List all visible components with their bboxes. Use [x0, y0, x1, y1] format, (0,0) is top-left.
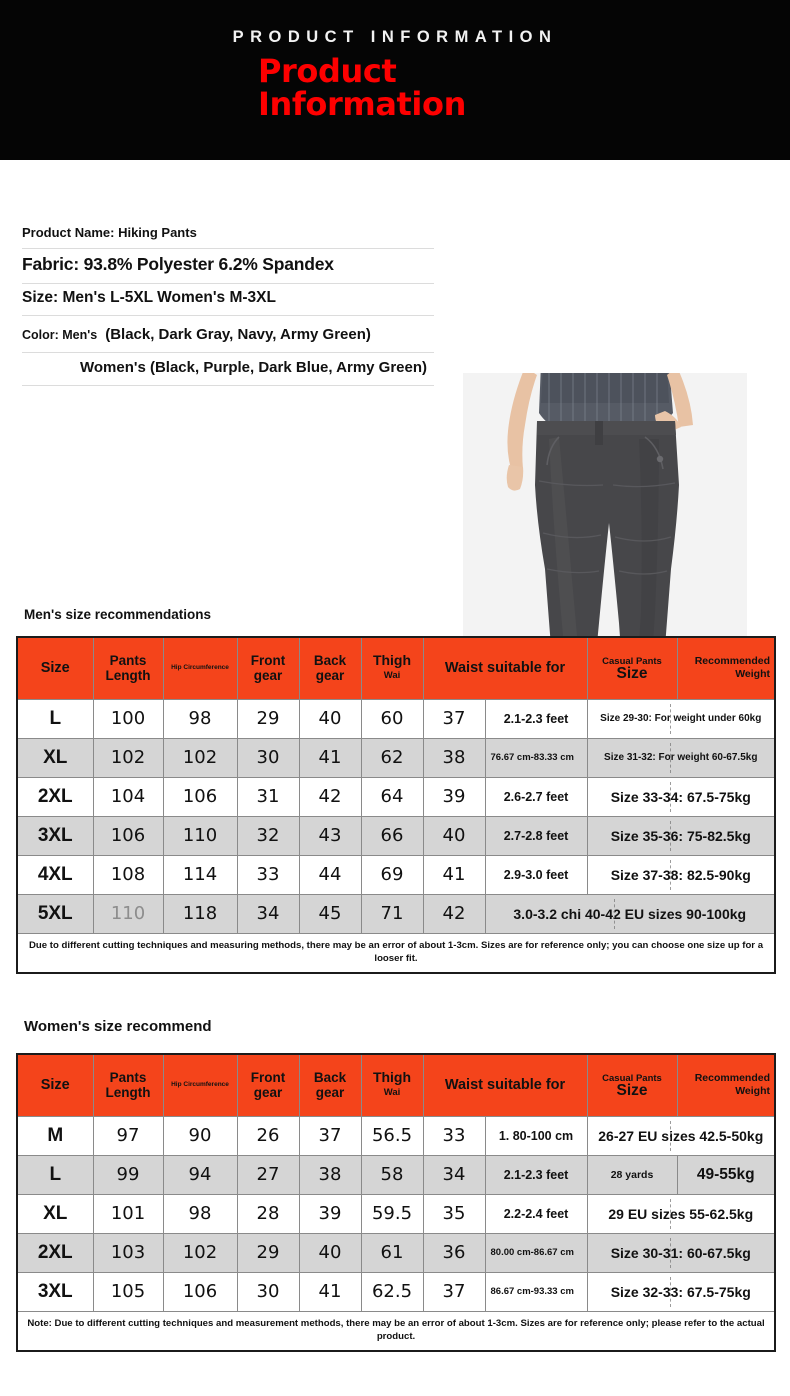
mens-cell-size-weight: Size 31-32: For weight 60-67.5kg — [587, 738, 775, 777]
mens-th-front-gear: Front gear — [237, 637, 299, 699]
mens-cell-size: L — [17, 699, 93, 738]
mens-cell-hip: 110 — [163, 816, 237, 855]
mens-table-row — [17, 738, 775, 777]
mens-table-row — [17, 699, 775, 738]
womens-header-row — [17, 1054, 775, 1116]
womens-cell-waist: 37 — [423, 1272, 485, 1311]
womens-th-thigh-main: Thigh — [372, 1069, 412, 1086]
womens-cell-hip: 102 — [163, 1233, 237, 1272]
womens-cell-recommended-weight: 49-55kg — [677, 1155, 775, 1194]
mens-cell-pants-length: 106 — [93, 816, 163, 855]
womens-cell-pants-length: 99 — [93, 1155, 163, 1194]
womens-cell-thigh: 58 — [361, 1155, 423, 1194]
womens-th-thigh-sub: Wai — [383, 1087, 401, 1099]
womens-cell-waist: 35 — [423, 1194, 485, 1233]
banner-kicker: PRODUCT INFORMATION — [232, 28, 558, 46]
womens-cell-size-weight: Size 30-31: 60-67.5kg — [587, 1233, 775, 1272]
mens-th-recommended-weight: Recommended Weight — [677, 637, 775, 699]
mens-cell-pants-length: 100 — [93, 699, 163, 738]
mens-cell-back-gear: 43 — [299, 816, 361, 855]
womens-cell-waist: 34 — [423, 1155, 485, 1194]
womens-table-row — [17, 1233, 775, 1272]
mens-cell-merged-note: 3.0-3.2 chi 40-42 EU sizes 90-100kg — [485, 894, 775, 933]
spec-row-size — [22, 284, 434, 316]
womens-cell-size: 2XL — [17, 1233, 93, 1272]
womens-cell-waist-range: 86.67 cm-93.33 cm — [485, 1272, 587, 1311]
mens-table-row — [17, 855, 775, 894]
spec-fabric: Fabric: 93.8% Polyester 6.2% Spandex — [22, 254, 334, 274]
womens-table-note: Note: Due to different cutting techniques and measurement methods, there may be an error of about 1-3cm. Sizes are for reference only; please refer to the actual product. — [17, 1311, 775, 1351]
womens-cell-hip: 90 — [163, 1116, 237, 1155]
mens-cell-hip: 106 — [163, 777, 237, 816]
womens-cell-waist: 33 — [423, 1116, 485, 1155]
womens-cell-front-gear: 27 — [237, 1155, 299, 1194]
mens-cell-front-gear: 31 — [237, 777, 299, 816]
mens-cell-waist: 38 — [423, 738, 485, 777]
mens-cell-thigh: 64 — [361, 777, 423, 816]
womens-table-body — [17, 1116, 775, 1351]
womens-th-casual-pants-label: Casual Pants — [602, 1073, 662, 1085]
womens-th-casual-pants-size — [587, 1054, 677, 1116]
mens-cell-hip: 118 — [163, 894, 237, 933]
mens-cell-size-weight: Size 35-36: 75-82.5kg — [587, 816, 775, 855]
mens-cell-hip: 98 — [163, 699, 237, 738]
mens-cell-thigh: 62 — [361, 738, 423, 777]
womens-th-casual-pants-size-big: Size — [616, 1082, 648, 1100]
womens-th-pants-length: Pants Length — [93, 1054, 163, 1116]
womens-cell-pants-length: 101 — [93, 1194, 163, 1233]
womens-cell-thigh: 56.5 — [361, 1116, 423, 1155]
womens-cell-size-weight: Size 32-33: 67.5-75kg — [587, 1272, 775, 1311]
mens-cell-waist: 41 — [423, 855, 485, 894]
womens-cell-hip: 98 — [163, 1194, 237, 1233]
womens-th-waist-suitable-for: Waist suitable for — [423, 1054, 587, 1116]
mens-cell-waist-range: 2.7-2.8 feet — [485, 816, 587, 855]
mens-th-waist-suitable-for: Waist suitable for — [423, 637, 587, 699]
womens-table-head — [17, 1054, 775, 1116]
mens-th-casual-pants-size-big: Size — [616, 665, 648, 683]
mens-th-casual-pants-label: Casual Pants — [602, 656, 662, 668]
mens-th-casual-pants-size — [587, 637, 677, 699]
mens-cell-waist-range: 2.9-3.0 feet — [485, 855, 587, 894]
mens-cell-size: 5XL — [17, 894, 93, 933]
mens-cell-waist: 40 — [423, 816, 485, 855]
mens-cell-waist-range: 76.67 cm-83.33 cm — [485, 738, 587, 777]
womens-table-row — [17, 1194, 775, 1233]
spec-row-color-womens — [22, 353, 434, 386]
mens-cell-size: XL — [17, 738, 93, 777]
womens-table-row — [17, 1155, 775, 1194]
mens-th-thigh — [361, 637, 423, 699]
womens-cell-waist-range: 2.1-2.3 feet — [485, 1155, 587, 1194]
womens-table-row — [17, 1116, 775, 1155]
mens-cell-size-weight: Size 37-38: 82.5-90kg — [587, 855, 775, 894]
mens-cell-size: 4XL — [17, 855, 93, 894]
mens-th-pants-length: Pants Length — [93, 637, 163, 699]
womens-cell-front-gear: 30 — [237, 1272, 299, 1311]
womens-cell-pants-length: 97 — [93, 1116, 163, 1155]
womens-cell-back-gear: 41 — [299, 1272, 361, 1311]
womens-cell-size: L — [17, 1155, 93, 1194]
womens-cell-pants-length: 105 — [93, 1272, 163, 1311]
mens-table-head — [17, 637, 775, 699]
womens-cell-waist-range: 1. 80-100 cm — [485, 1116, 587, 1155]
womens-cell-waist-range: 80.00 cm-86.67 cm — [485, 1233, 587, 1272]
mens-cell-size: 2XL — [17, 777, 93, 816]
mens-cell-size-weight: Size 29-30: For weight under 60kg — [587, 699, 775, 738]
womens-th-hip-circumference: Hip Circumference — [163, 1054, 237, 1116]
mens-cell-front-gear: 34 — [237, 894, 299, 933]
mens-cell-front-gear: 30 — [237, 738, 299, 777]
mens-cell-waist-range: 2.1-2.3 feet — [485, 699, 587, 738]
womens-cell-hip: 106 — [163, 1272, 237, 1311]
womens-cell-hip: 94 — [163, 1155, 237, 1194]
mens-th-size: Size — [17, 637, 93, 699]
womens-cell-thigh: 62.5 — [361, 1272, 423, 1311]
mens-cell-waist: 39 — [423, 777, 485, 816]
mens-header-row — [17, 637, 775, 699]
womens-cell-front-gear: 26 — [237, 1116, 299, 1155]
mens-cell-waist-range: 2.6-2.7 feet — [485, 777, 587, 816]
womens-cell-size-weight: 29 EU sizes 55-62.5kg — [587, 1194, 775, 1233]
womens-cell-size: XL — [17, 1194, 93, 1233]
mens-cell-front-gear: 29 — [237, 699, 299, 738]
mens-table-note: Due to different cutting techniques and measuring methods, there may be an error of about 1-3cm. Sizes are for reference only; you can choose one size up for a looser fit. — [17, 933, 775, 973]
womens-th-thigh — [361, 1054, 423, 1116]
womens-cell-thigh: 61 — [361, 1233, 423, 1272]
mens-cell-back-gear: 40 — [299, 699, 361, 738]
womens-size-table-wrapper — [16, 1053, 774, 1352]
mens-cell-size: 3XL — [17, 816, 93, 855]
mens-cell-thigh: 69 — [361, 855, 423, 894]
banner-title-line2: Information — [258, 85, 466, 123]
womens-cell-size: M — [17, 1116, 93, 1155]
mens-cell-front-gear: 33 — [237, 855, 299, 894]
spec-color-mens-value: (Black, Dark Gray, Navy, Army Green) — [105, 326, 371, 343]
mens-table-row — [17, 777, 775, 816]
womens-cell-casual-size: 28 yards — [587, 1155, 677, 1194]
spec-row-product-name — [22, 220, 434, 249]
mens-table-row — [17, 894, 775, 933]
mens-cell-pants-length: 104 — [93, 777, 163, 816]
womens-cell-waist-range: 2.2-2.4 feet — [485, 1194, 587, 1233]
mens-note-row — [17, 933, 775, 973]
mens-th-back-gear: Back gear — [299, 637, 361, 699]
mens-size-table-wrapper — [16, 636, 774, 974]
spec-size: Size: Men's L-5XL Women's M-3XL — [22, 289, 276, 306]
mens-cell-front-gear: 32 — [237, 816, 299, 855]
mens-cell-back-gear: 45 — [299, 894, 361, 933]
womens-cell-pants-length: 103 — [93, 1233, 163, 1272]
mens-cell-thigh: 71 — [361, 894, 423, 933]
mens-cell-thigh: 66 — [361, 816, 423, 855]
product-specs-section — [0, 176, 790, 596]
womens-cell-back-gear: 40 — [299, 1233, 361, 1272]
womens-cell-size-weight: 26-27 EU sizes 42.5-50kg — [587, 1116, 775, 1155]
mens-cell-pants-length: 110 — [93, 894, 163, 933]
mens-cell-back-gear: 41 — [299, 738, 361, 777]
mens-cell-waist: 37 — [423, 699, 485, 738]
mens-size-table — [16, 636, 776, 974]
womens-cell-front-gear: 29 — [237, 1233, 299, 1272]
spec-color-womens-value: Women's (Black, Purple, Dark Blue, Army Green) — [80, 359, 428, 376]
womens-cell-back-gear: 39 — [299, 1194, 361, 1233]
mens-cell-back-gear: 42 — [299, 777, 361, 816]
womens-cell-size: 3XL — [17, 1272, 93, 1311]
mens-th-hip-circumference: Hip Circumference — [163, 637, 237, 699]
spec-row-color-mens — [22, 316, 434, 353]
mens-section-title: Men's size recommendations — [24, 607, 212, 622]
mens-cell-thigh: 60 — [361, 699, 423, 738]
womens-th-front-gear: Front gear — [237, 1054, 299, 1116]
mens-table-body — [17, 699, 775, 973]
mens-cell-hip: 114 — [163, 855, 237, 894]
womens-cell-waist: 36 — [423, 1233, 485, 1272]
womens-section-title: Women's size recommend — [24, 1018, 212, 1035]
womens-th-back-gear: Back gear — [299, 1054, 361, 1116]
womens-cell-back-gear: 38 — [299, 1155, 361, 1194]
spec-color-label: Color: Men's — [22, 328, 98, 342]
womens-note-row — [17, 1311, 775, 1351]
womens-cell-back-gear: 37 — [299, 1116, 361, 1155]
mens-cell-size-weight: Size 33-34: 67.5-75kg — [587, 777, 775, 816]
mens-th-thigh-main: Thigh — [372, 652, 412, 669]
mens-cell-pants-length: 108 — [93, 855, 163, 894]
womens-cell-thigh: 59.5 — [361, 1194, 423, 1233]
womens-table-row — [17, 1272, 775, 1311]
spec-product-name: Product Name: Hiking Pants — [22, 225, 197, 240]
spec-row-fabric — [22, 249, 434, 284]
product-specs-list — [22, 220, 434, 386]
mens-cell-pants-length: 102 — [93, 738, 163, 777]
womens-size-table — [16, 1053, 776, 1352]
womens-th-size: Size — [17, 1054, 93, 1116]
mens-th-thigh-sub: Wai — [383, 670, 401, 682]
womens-th-recommended-weight: Recommended Weight — [677, 1054, 775, 1116]
mens-cell-waist: 42 — [423, 894, 485, 933]
banner-title — [258, 52, 466, 123]
mens-table-row — [17, 816, 775, 855]
womens-cell-front-gear: 28 — [237, 1194, 299, 1233]
page-banner — [0, 0, 790, 160]
mens-cell-back-gear: 44 — [299, 855, 361, 894]
mens-cell-hip: 102 — [163, 738, 237, 777]
banner-title-line1: Product — [258, 52, 397, 90]
